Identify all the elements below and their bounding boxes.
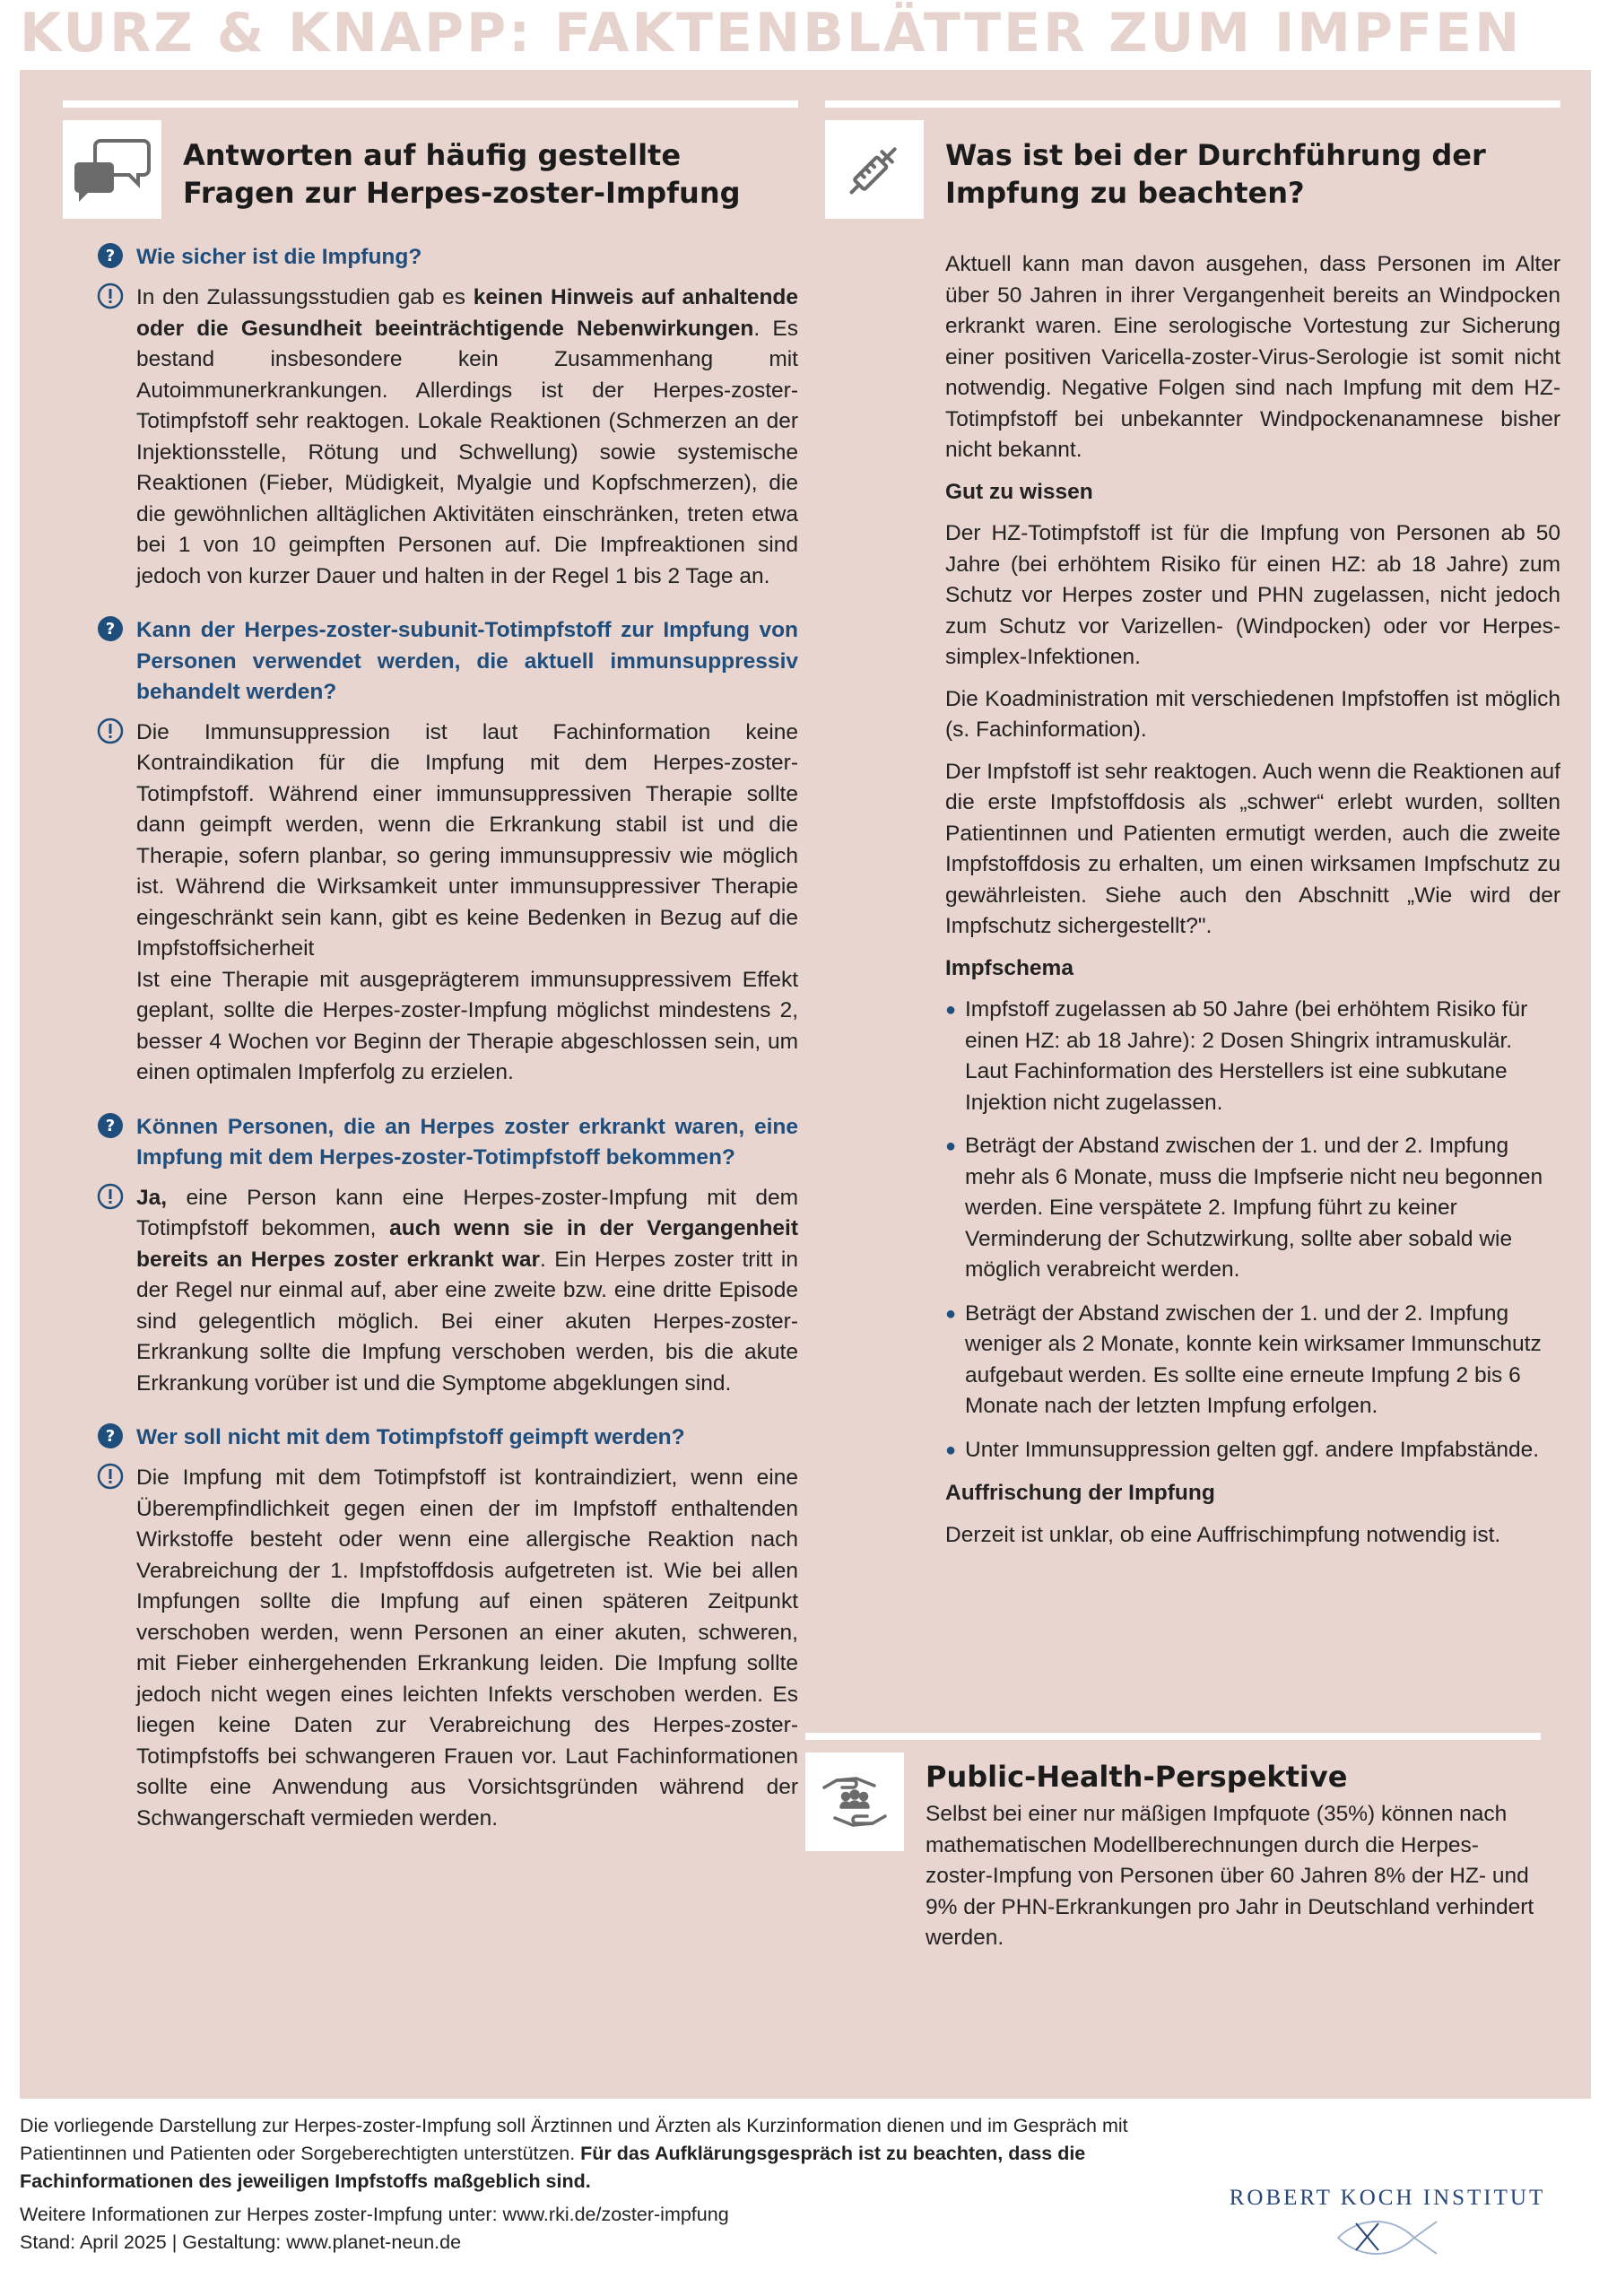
page-banner: KURZ & KNAPP: FAKTENBLÄTTER ZUM IMPFEN <box>20 2 1523 65</box>
schedule-heading: Impfschema <box>945 955 1073 980</box>
faq-title-line2: Fragen zur Herpes-zoster-Impfung <box>183 176 741 210</box>
bullet-icon: ● <box>945 1303 957 1324</box>
good-to-know-paragraph-2: Die Koadministration mit verschiedenen Impfstoffen ist möglich (s. Fachinformation). <box>945 686 1560 742</box>
schedule-list-text: Beträgt der Abstand zwischen der 1. und der 2. Impfung weniger als 2 Monate, konnte kein wirksamer Immunschutz aufgebaut werden. Es sollte eine erneute Impfung 2 bis 6 Monate nach der letzten Impfung erfolgen. <box>965 1300 1542 1418</box>
faq-answer-row <box>63 718 798 1089</box>
answer-bold-segment: auch wenn sie in der Vergangenheit bereits an Herpes zoster erkrankt war <box>136 1216 799 1272</box>
booster-heading: Auffrischung der Impfung <box>945 1481 1215 1505</box>
faq-answer-row <box>63 1183 798 1400</box>
faq-question-row <box>63 615 798 709</box>
answer-bold-segment: keinen Hinweis auf anhaltende oder die Gesundheit beeinträchtigende Nebenwirkungen <box>136 285 799 341</box>
good-to-know-paragraph-3: Der Impfstoff ist sehr reaktogen. Auch wenn die Reaktionen auf die erste Impfstoffdosis als „schwer“ erlebt wurden, sollten Patientinnen und Patienten ermutigt werden, auch die zweite Impfstoffdosis zu erhalten, um einen wirksamen Impfschutz zu gewährleisten. Siehe auch den Abschnitt „Wie wird der Impfschutz sichergestellt?". <box>945 759 1560 938</box>
question-icon <box>97 1422 127 1454</box>
answer-segment: . Ein Herpes zoster tritt in der Regel nur einmal auf, aber eine zweite bzw. eine dritte Episode sind gelegentlich möglich. Bei einer akuten Herpes-zoster-Erkrankung sollte die Impfung verschoben werden, bis die akute Erkrankung vorüber ist und die Symptome abgeklungen sind. <box>136 1247 798 1396</box>
faq-item <box>63 1112 798 1400</box>
faq-question-row <box>63 242 798 274</box>
schedule-list-item <box>945 995 1560 1118</box>
footer-intro <box>20 2112 1132 2196</box>
column-rule <box>825 100 1560 108</box>
bullet-icon: ● <box>945 1439 957 1460</box>
procedure-header <box>825 120 1560 219</box>
answer-segment: Die Immunsuppression ist laut Fachinformation keine Kontraindikation für die Impfung mit dem Herpes-zoster-Totimpfstoff. Während einer immunsuppressiven Therapie sollte dann geimpft werden, wenn die Erkrankung stabil ist und die Therapie, sofern planbar, so gering immunsuppressiv wie möglich ist. Während die Wirksamkeit unter immunsuppressiver Therapie eingeschränkt sein kann, gibt es keine Bedenken in Bezug auf die Impfstoffsicherheit <box>136 719 798 961</box>
column-rule <box>63 100 798 108</box>
public-health-section <box>805 1733 1541 1965</box>
footer-stand: Stand: April 2025 | Gestaltung: www.planet-neun.de <box>20 2231 462 2253</box>
exclamation-icon <box>97 1183 127 1214</box>
svg-text:?: ? <box>105 620 116 639</box>
procedure-title <box>945 136 1486 212</box>
footer-more-info[interactable]: Weitere Informationen zur Herpes zoster-Impfung unter: www.rki.de/zoster-impfung <box>20 2204 729 2225</box>
hands-people-icon <box>805 1752 904 1851</box>
booster-text: Derzeit ist unklar, ob eine Auffrischimpfung notwendig ist. <box>945 1522 1501 1547</box>
syringe-icon <box>825 120 924 219</box>
faq-question-row <box>63 1422 798 1454</box>
faq-answer <box>136 283 798 592</box>
faq-item <box>63 615 798 1089</box>
question-icon <box>97 1112 127 1144</box>
schedule-list-item <box>945 1131 1560 1286</box>
schedule-list-item <box>945 1299 1560 1422</box>
exclamation-icon <box>97 718 127 749</box>
good-to-know-paragraph-1: Der HZ-Totimpfstoff ist für die Impfung von Personen ab 50 Jahre (bei erhöhtem Risiko für einen HZ: ab 18 Jahre) zum Schutz vor Herpes zoster und PHN zugelassen, nicht jedoch zum Schutz vor Varizellen- (Windpocken) oder vor Herpes-simplex-Infektionen. <box>945 521 1560 669</box>
faq-item <box>63 1422 798 1834</box>
answer-bold-segment: Ja, <box>136 1185 168 1210</box>
faq-question: Können Personen, die an Herpes zoster erkrankt waren, eine Impfung mit dem Herpes-zoster-Totimpfstoff bekommen? <box>136 1114 798 1170</box>
answer-segment: Die Impfung mit dem Totimpfstoff ist kontraindiziert, wenn eine Überempfindlichkeit gegen einen der im Impfstoff enthaltenden Wirkstoffe besteht oder wenn eine allergische Reaktion nach Verabreichung der 1. Impfstoffdosis aufgetreten ist. Wie bei allen Impfungen sollte die Impfung auf einen späteren Zeitpunkt verschoben werden, wenn Personen an einer akuten, schweren, mit Fieber einhergehenden Erkrankung leiden. Die Impfung sollte jedoch nicht wegen eines leichten Infekts verschoben werden. Es liegen keine Daten zur Verabreichung des Herpes-zoster-Totimpfstoffs bei schwangeren Frauen vor. Laut Fachinformationen sollte eine Anwendung aus Vorsichtsgründen während der Schwangerschaft vermieden werden. <box>136 1465 798 1831</box>
procedure-body <box>945 249 1560 1551</box>
footer <box>20 2112 1132 2257</box>
faq-header <box>63 120 798 219</box>
answer-segment: In den Zulassungsstudien gab es <box>136 285 474 309</box>
bullet-icon: ● <box>945 1136 957 1156</box>
question-icon <box>97 242 127 274</box>
faq-question: Kann der Herpes-zoster-subunit-Totimpfstoff zur Impfung von Personen verwendet werden, die aktuell immunsuppressiv behandelt werden? <box>136 618 798 704</box>
faq-answer <box>136 718 798 1089</box>
faq-question-row <box>63 1112 798 1174</box>
schedule-list-text: Beträgt der Abstand zwischen der 1. und der 2. Impfung mehr als 6 Monate, muss die Impfserie nicht neu begonnen werden. Eine verspätete 2. Impfung führt zu keiner Verminderung der Schutzwirkung, sollte aber sobald wie möglich verabreicht werden. <box>965 1134 1543 1282</box>
faq-question: Wie sicher ist die Impfung? <box>136 245 422 269</box>
answer-segment: . Es bestand insbesondere kein Zusammenhang mit Autoimmunerkrankungen. Allerdings ist der Herpes-zoster-Totimpfstoff sehr reaktogen. Lokale Reaktionen (Schmerzen an der Injektionsstelle, Rötung und Schwellung) sowie systemische Reaktionen (Fieber, Müdigkeit, Myalgie und Kopfschmerzen), die die gewöhnlichen alltäglichen Aktivitäten einschränken, treten etwa bei 1 von 10 geimpften Personen auf. Die Impfreaktionen sind jedoch von kurzer Dauer und halten in der Regel 1 bis 2 Tage an. <box>136 316 798 588</box>
svg-text:?: ? <box>105 247 116 265</box>
procedure-column <box>825 100 1560 1561</box>
question-icon <box>97 615 127 647</box>
schedule-list-item <box>945 1435 1560 1466</box>
rki-logo <box>1213 2186 1562 2266</box>
rki-name: ROBERT KOCH INSTITUT <box>1229 2186 1546 2210</box>
answer-segment: eine Person kann eine Herpes-zoster-Impfung mit dem Totimpfstoff bekommen, <box>136 1185 798 1240</box>
faq-answer-row <box>63 1463 798 1834</box>
exclamation-icon <box>97 1463 127 1494</box>
answer-paragraph-2: Ist eine Therapie mit ausgeprägterem immunsuppressivem Effekt geplant, sollte die Herpes-zoster-Impfung möglichst mindestens 2, besser 4 Wochen vor Beginn der Therapie abgeschlossen sein, um einen optimalen Impferfolg zu erzielen. <box>136 967 798 1084</box>
speech-bubbles-icon <box>63 120 161 219</box>
footer-intro-bold: Für das Aufklärungsgespräch ist zu beachten, dass die Fachinformationen des jeweiligen Impfstoffs maßgeblich sind. <box>20 2143 1086 2192</box>
faq-question: Wer soll nicht mit dem Totimpfstoff geimpft werden? <box>136 1425 685 1449</box>
procedure-title-line1: Was ist bei der Durchführung der <box>945 138 1486 172</box>
intro-paragraph: Aktuell kann man davon ausgehen, dass Personen im Alter über 50 Jahren in ihrer Vergangenheit bereits an Windpocken erkrankt waren. Eine serologische Vortestung zur Sicherung einer positiven Varicella-zoster-Virus-Serologie ist somit nicht notwendig. Negative Folgen sind nach Impfung mit dem HZ-Totimpfstoff bei unbekannter Windpockenanamnese bisher nicht bekannt. <box>945 252 1560 462</box>
good-to-know-heading: Gut zu wissen <box>945 479 1093 504</box>
rki-mark-icon <box>1213 2214 1562 2266</box>
faq-column <box>63 100 798 1834</box>
public-health-text: Selbst bei einer nur mäßigen Impfquote (35%) können nach mathematischen Modellberechnungen durch die Herpes-zoster-Impfung von Personen über 60 Jahren 8% der HZ- und 9% der PHN-Erkrankungen pro Jahr in Deutschland verhindert werden. <box>926 1802 1534 1950</box>
exclamation-icon <box>97 283 127 314</box>
public-health-title: Public-Health-Perspektive <box>926 1760 1348 1794</box>
bullet-icon: ● <box>945 1000 957 1020</box>
faq-answer-row <box>63 283 798 592</box>
faq-title <box>183 136 741 212</box>
schedule-list-text: Unter Immunsuppression gelten ggf. andere Impfabstände. <box>965 1437 1540 1462</box>
faq-answer <box>136 1463 798 1834</box>
svg-text:?: ? <box>105 1116 116 1135</box>
schedule-list <box>945 995 1560 1465</box>
footer-intro-text: Die vorliegende Darstellung zur Herpes-zoster-Impfung soll Ärztinnen und Ärzten als Kurzinformation dienen und im Gespräch mit Patientinnen und Patienten oder Sorgeberechtigten unterstützen. <box>20 2115 1128 2164</box>
schedule-list-text: Impfstoff zugelassen ab 50 Jahre (bei erhöhtem Risiko für einen HZ: ab 18 Jahre): 2 Dosen Shingrix intramuskulär. Laut Fachinformation des Herstellers ist eine subkutane Injektion nicht zugelassen. <box>965 997 1528 1115</box>
column-rule <box>805 1733 1541 1740</box>
svg-text:?: ? <box>105 1427 116 1446</box>
faq-answer <box>136 1183 798 1400</box>
faq-item <box>63 242 798 592</box>
public-health-body <box>926 1799 1541 1954</box>
faq-title-line1: Antworten auf häufig gestellte <box>183 138 682 172</box>
procedure-title-line2: Impfung zu beachten? <box>945 176 1305 210</box>
faq-list <box>63 242 798 1834</box>
